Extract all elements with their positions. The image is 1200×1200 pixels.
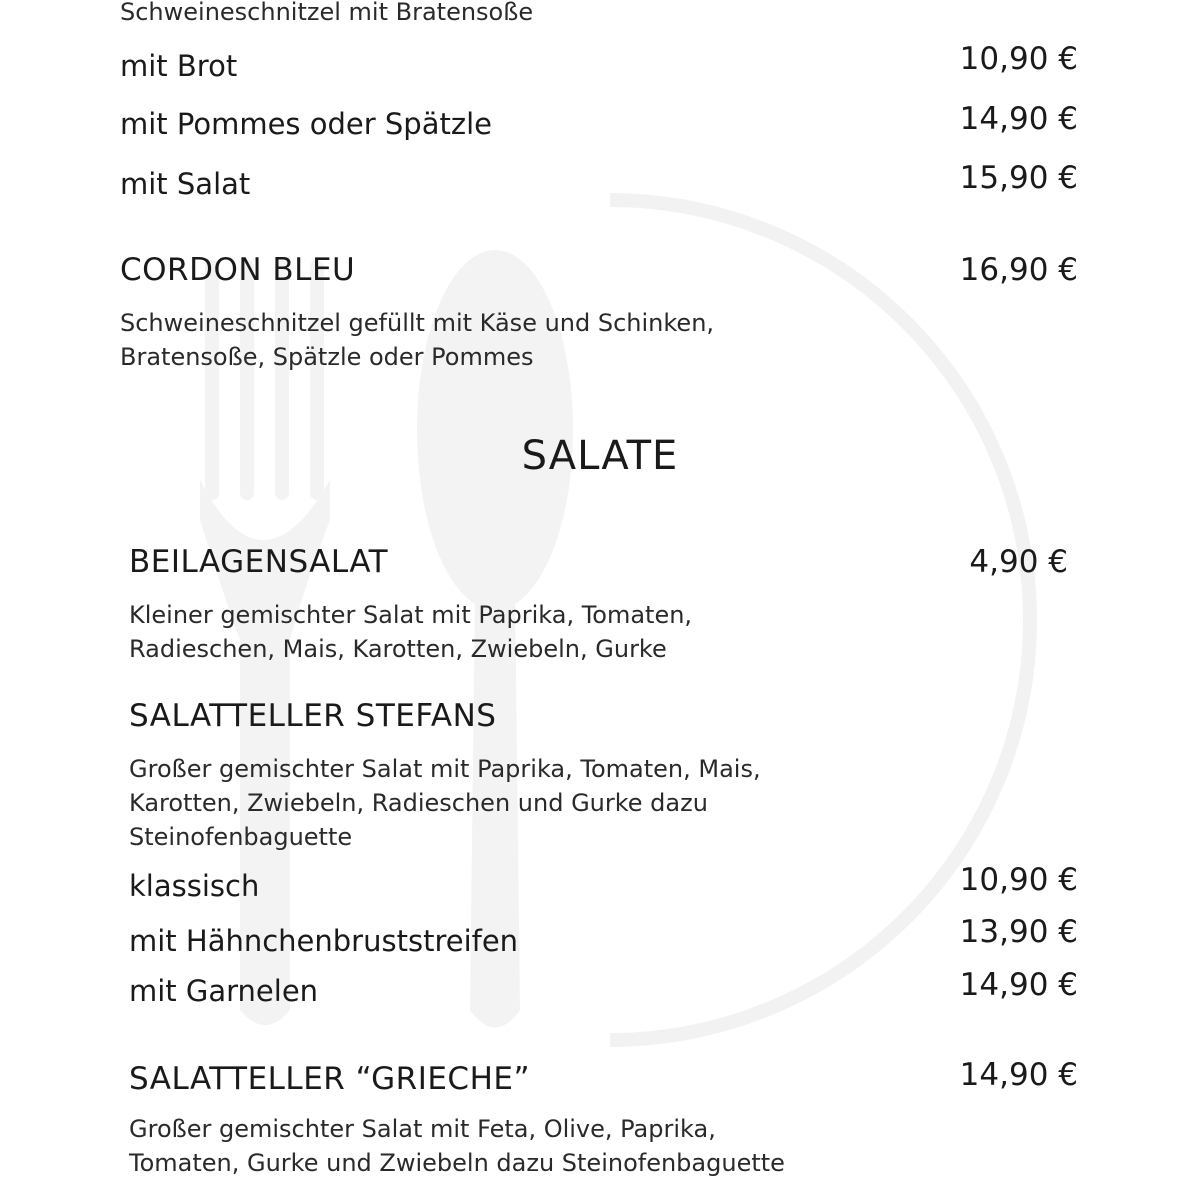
salatteller-stefans-option-label: klassisch [129,869,260,903]
salatteller-stefans-option-price: 13,90 € [959,914,1078,950]
cordon-bleu-description-line: Bratensoße, Spätzle oder Pommes [120,343,534,371]
salatteller-grieche-description-line: Tomaten, Gurke und Zwiebeln dazu Steinofenbaguette [129,1149,785,1177]
salatteller-stefans-option-price: 10,90 € [959,862,1078,898]
beilagensalat-description-line: Radieschen, Mais, Karotten, Zwiebeln, Gurke [129,635,667,663]
salatteller-stefans-description-line: Karotten, Zwiebeln, Radieschen und Gurke dazu [129,789,708,817]
salatteller-stefans-description-line: Großer gemischter Salat mit Paprika, Tomaten, Mais, [129,755,761,783]
salatteller-stefans-option-label: mit Garnelen [129,974,319,1008]
salatteller-stefans-option-label: mit Hähnchenbruststreifen [129,924,519,958]
schnitzel-option-price: 10,90 € [959,41,1078,77]
salatteller-grieche-description-line: Großer gemischter Salat mit Feta, Olive, Paprika, [129,1115,716,1143]
schnitzel-description: Schweineschnitzel mit Bratensoße [120,0,534,26]
beilagensalat-description-line: Kleiner gemischter Salat mit Paprika, Tomaten, [129,601,693,629]
salatteller-stefans-description-line: Steinofenbaguette [129,823,353,851]
beilagensalat-title: BEILAGENSALAT [129,544,389,580]
schnitzel-option-price: 15,90 € [959,160,1078,196]
schnitzel-option-price: 14,90 € [959,101,1078,137]
salatteller-grieche-title: SALATTELLER “GRIECHE” [129,1061,531,1097]
schnitzel-option-label: mit Pommes oder Spätzle [120,107,492,141]
cordon-bleu-description-line: Schweineschnitzel gefüllt mit Käse und Schinken, [120,309,715,337]
salatteller-stefans-option-price: 14,90 € [959,967,1078,1003]
schnitzel-option-label: mit Brot [120,49,238,83]
salatteller-stefans-title: SALATTELLER STEFANS [129,698,497,734]
salatteller-grieche-price: 14,90 € [959,1057,1078,1093]
cordon-bleu-price: 16,90 € [959,252,1078,288]
section-title-salate: SALATE [521,433,679,479]
cordon-bleu-title: CORDON BLEU [120,252,356,288]
schnitzel-option-label: mit Salat [120,167,251,201]
beilagensalat-price: 4,90 € [969,544,1068,580]
